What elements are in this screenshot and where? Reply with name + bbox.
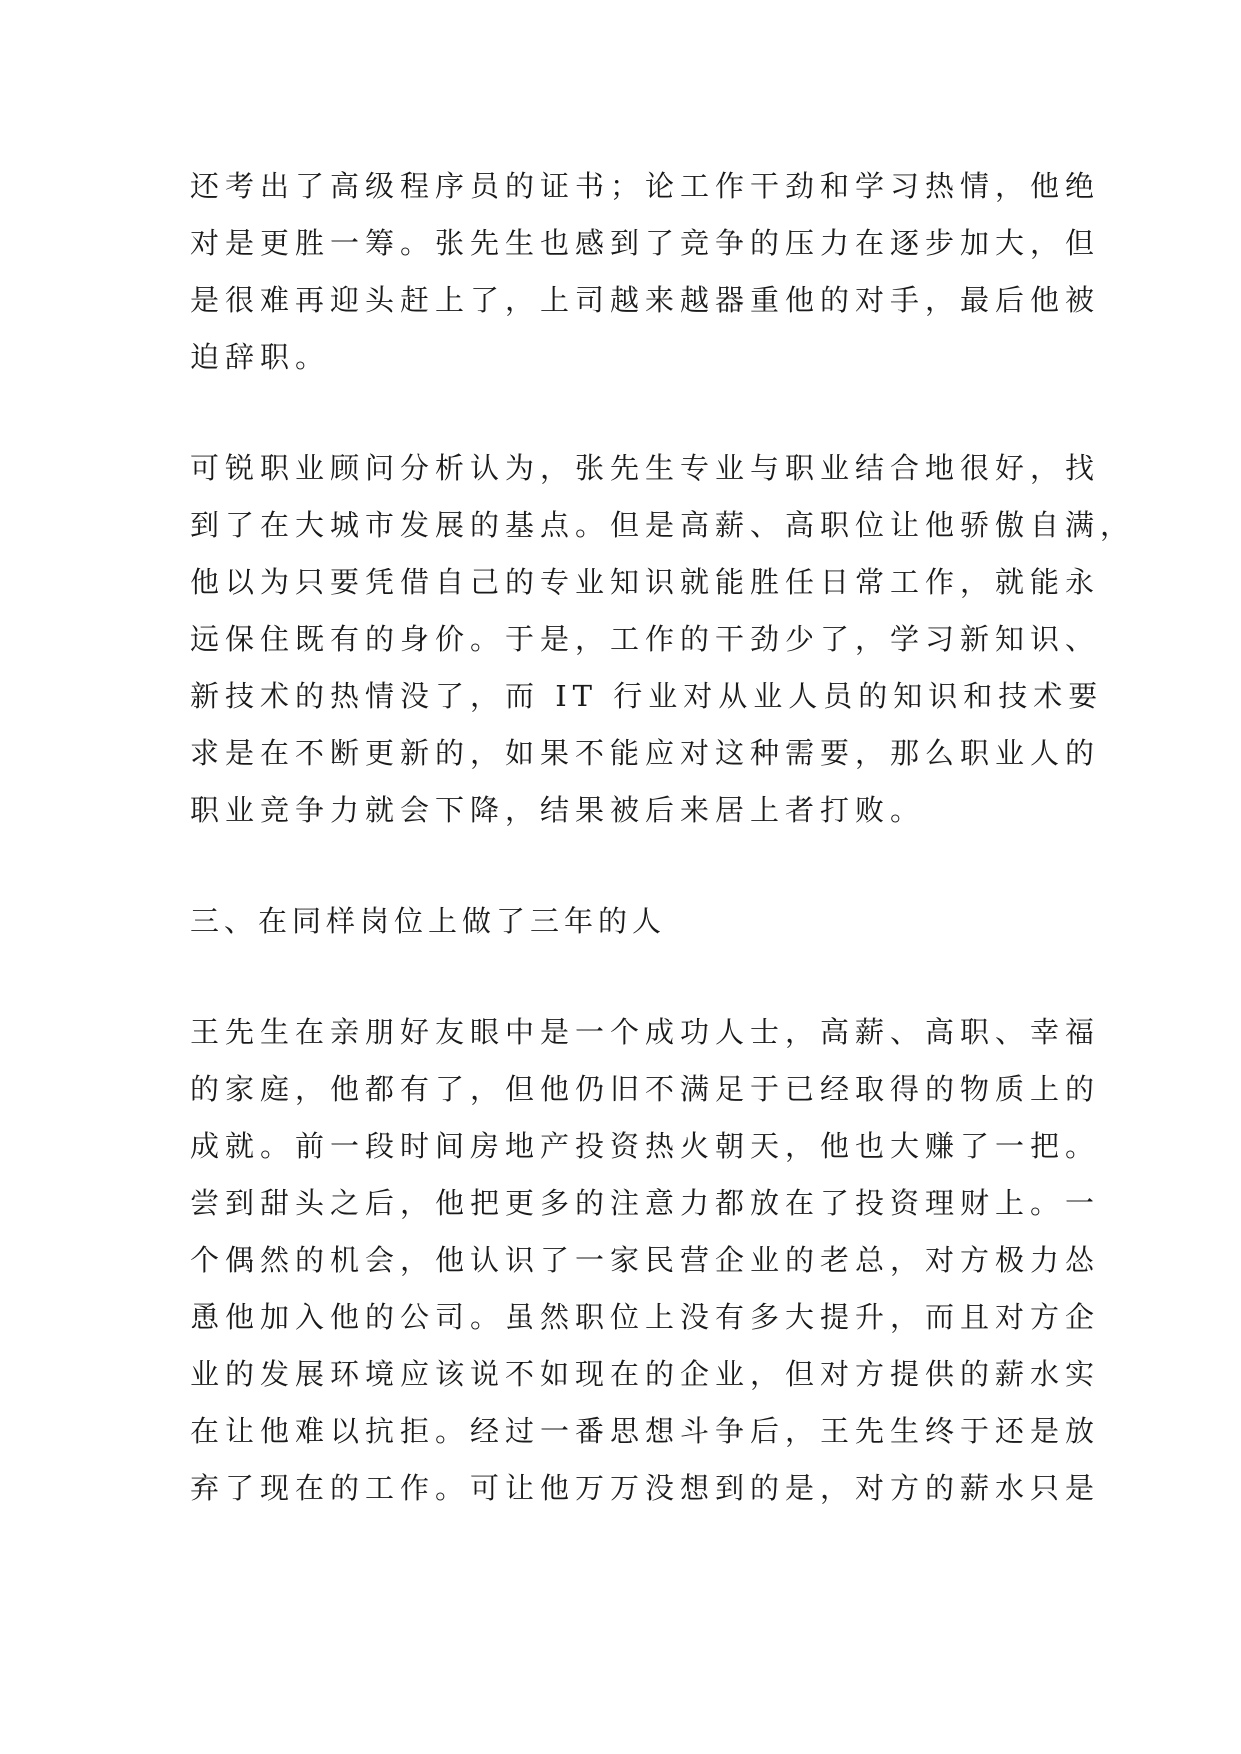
text-line: 还考出了高级程序员的证书；论工作干劲和学习热情，他绝 — [190, 169, 1101, 203]
text-line: 弃了现在的工作。可让他万万没想到的是，对方的薪水只是 — [190, 1471, 1101, 1505]
text-line: 恿他加入他的公司。虽然职位上没有多大提升，而且对方企 — [190, 1300, 1101, 1334]
text-line: 是很难再迎头赶上了，上司越来越器重他的对手，最后他被 — [190, 283, 1101, 317]
section-heading — [190, 893, 1070, 950]
text-line: 职业竞争力就会下降，结果被后来居上者打败。 — [190, 793, 926, 827]
text-line: 可锐职业顾问分析认为，张先生专业与职业结合地很好，找 — [190, 451, 1101, 485]
text-line: 尝到甜头之后，他把更多的注意力都放在了投资理财上。一 — [190, 1186, 1101, 1220]
text-line: 成就。前一段时间房地产投资热火朝天，他也大赚了一把。 — [190, 1129, 1101, 1163]
document-body — [190, 158, 1136, 1575]
text-line: 在让他难以抗拒。经过一番思想斗争后，王先生终于还是放 — [190, 1414, 1101, 1448]
paragraph-1 — [190, 158, 1101, 386]
text-line: 迫辞职。 — [190, 340, 331, 374]
text-line: 对是更胜一筹。张先生也感到了竞争的压力在逐步加大，但 — [190, 226, 1101, 260]
text-line: 到了在大城市发展的基点。但是高薪、高职位让他骄傲自满， — [190, 508, 1136, 542]
text-line: 远保住既有的身价。于是，工作的干劲少了，学习新知识、 — [190, 622, 1101, 656]
paragraph-2 — [190, 440, 1136, 839]
text-line: 业的发展环境应该说不如现在的企业，但对方提供的薪水实 — [190, 1357, 1101, 1391]
heading-text: 三、在同样岗位上做了三年的人 — [190, 904, 667, 938]
paragraph-3 — [190, 1004, 1101, 1517]
text-line: 求是在不断更新的，如果不能应对这种需要，那么职业人的 — [190, 736, 1101, 770]
text-line: 新技术的热情没了，而 IT 行业对从业人员的知识和技术要 — [190, 679, 1104, 713]
text-line: 个偶然的机会，他认识了一家民营企业的老总，对方极力怂 — [190, 1243, 1101, 1277]
text-line: 王先生在亲朋好友眼中是一个成功人士，高薪、高职、幸福 — [190, 1015, 1101, 1049]
text-line: 他以为只要凭借自己的专业知识就能胜任日常工作，就能永 — [190, 565, 1101, 599]
text-line: 的家庭，他都有了，但他仍旧不满足于已经取得的物质上的 — [190, 1072, 1101, 1106]
